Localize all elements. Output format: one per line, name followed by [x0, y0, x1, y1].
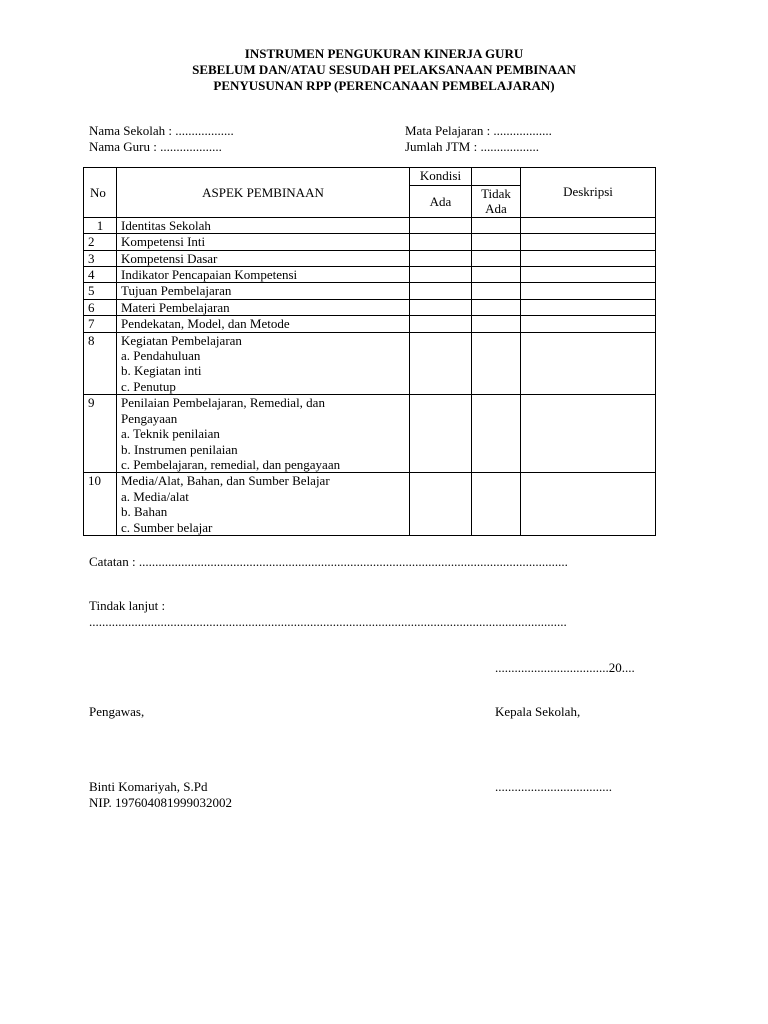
row-number: 2	[84, 234, 117, 250]
aspek-title: Kompetensi Inti	[121, 234, 206, 250]
date-line: ...................................20....	[495, 660, 635, 675]
cell-tidak-ada	[472, 395, 521, 473]
cell-ada	[410, 299, 472, 315]
cell-ada	[410, 267, 472, 283]
pengawas-label: Pengawas,	[89, 704, 145, 719]
aspek-subitem: a. Pendahuluan	[121, 348, 201, 364]
cell-deskripsi	[521, 473, 656, 536]
table-row	[84, 316, 656, 332]
aspek-subitem: c. Sumber belajar	[121, 519, 213, 535]
row-number: 7	[84, 316, 117, 332]
cell-ada	[410, 316, 472, 332]
title-line-3: PENYUSUNAN RPP (PERENCANAAN PEMBELAJARAN)	[213, 78, 555, 93]
header-tidak-text: Tidak	[481, 186, 511, 201]
title-line-1: INSTRUMEN PENGUKURAN KINERJA GURU	[244, 46, 524, 61]
row-aspek	[117, 299, 410, 315]
title-line-2: SEBELUM DAN/ATAU SESUDAH PELAKSANAAN PEMBINAAN	[192, 62, 576, 77]
cell-ada	[410, 234, 472, 250]
header-kondisi: Kondisi	[410, 168, 472, 186]
pengawas-name: Binti Komariyah, S.Pd	[89, 779, 208, 794]
row-number: 3	[84, 250, 117, 266]
cell-deskripsi	[521, 234, 656, 250]
mata-pelajaran-field: Mata Pelajaran : ..................	[405, 123, 552, 138]
pengawas-nip: NIP. 197604081999032002	[89, 795, 233, 810]
cell-deskripsi	[521, 217, 656, 233]
cell-ada	[410, 217, 472, 233]
cell-tidak-ada	[472, 234, 521, 250]
header-deskripsi: Deskripsi	[521, 168, 656, 218]
aspek-subitem: c. Penutup	[121, 378, 176, 394]
aspek-title: Indikator Pencapaian Kompetensi	[121, 267, 298, 283]
cell-tidak-ada	[472, 283, 521, 299]
row-number: 9	[84, 395, 117, 473]
header-aspek: ASPEK PEMBINAAN	[117, 168, 410, 218]
cell-deskripsi	[521, 316, 656, 332]
row-number: 10	[84, 473, 117, 536]
aspek-subitem: Pengayaan	[121, 410, 178, 426]
table-row	[84, 250, 656, 266]
cell-ada	[410, 395, 472, 473]
tindak-lanjut-dots: ...................................................................................................................................................	[89, 614, 567, 629]
header-kondisi-blank	[472, 168, 521, 186]
nama-guru-field: Nama Guru : ...................	[89, 139, 222, 154]
jumlah-jtm-field: Jumlah JTM : ..................	[405, 139, 539, 154]
row-aspek	[117, 283, 410, 299]
row-aspek	[117, 473, 410, 536]
row-number: 1	[84, 217, 117, 233]
cell-deskripsi	[521, 283, 656, 299]
cell-deskripsi	[521, 250, 656, 266]
cell-ada	[410, 332, 472, 395]
aspek-subitem: c. Pembelajaran, remedial, dan pengayaan	[121, 456, 341, 472]
kepala-sekolah-name: ....................................	[495, 779, 612, 794]
header-no: No	[84, 168, 117, 218]
aspek-title: Materi Pembelajaran	[121, 299, 230, 315]
row-aspek	[117, 234, 410, 250]
tindak-lanjut-label: Tindak lanjut :	[89, 598, 166, 613]
kepala-sekolah-label: Kepala Sekolah,	[495, 704, 581, 719]
table-row	[84, 234, 656, 250]
header-tidak-ada-text: Ada	[485, 201, 507, 217]
table-row	[84, 473, 656, 536]
cell-tidak-ada	[472, 299, 521, 315]
table-body	[84, 217, 656, 535]
table-row	[84, 332, 656, 395]
aspek-subitem: b. Instrumen penilaian	[121, 441, 238, 457]
aspek-subitem: b. Bahan	[121, 504, 168, 520]
cell-deskripsi	[521, 395, 656, 473]
aspek-title: Kegiatan Pembelajaran	[121, 332, 242, 348]
cell-tidak-ada	[472, 332, 521, 395]
row-aspek	[117, 332, 410, 395]
row-aspek	[117, 267, 410, 283]
aspek-subitem: a. Teknik penilaian	[121, 426, 220, 442]
row-number: 6	[84, 299, 117, 315]
header-ada: Ada	[410, 186, 472, 218]
cell-ada	[410, 250, 472, 266]
table-row	[84, 299, 656, 315]
row-number: 5	[84, 283, 117, 299]
row-aspek	[117, 217, 410, 233]
cell-tidak-ada	[472, 316, 521, 332]
cell-ada	[410, 473, 472, 536]
aspek-title: Pendekatan, Model, dan Metode	[121, 316, 290, 332]
aspek-title: Tujuan Pembelajaran	[121, 283, 232, 299]
aspek-subitem: b. Kegiatan inti	[121, 363, 202, 379]
catatan-line: Catatan : ....................................................................................................................................	[89, 554, 568, 569]
cell-tidak-ada	[472, 473, 521, 536]
cell-tidak-ada	[472, 267, 521, 283]
cell-deskripsi	[521, 299, 656, 315]
row-aspek	[117, 250, 410, 266]
aspek-title: Penilaian Pembelajaran, Remedial, dan	[121, 395, 325, 411]
cell-tidak-ada	[472, 250, 521, 266]
cell-deskripsi	[521, 332, 656, 395]
aspek-title: Kompetensi Dasar	[121, 250, 218, 266]
assessment-table	[83, 167, 656, 536]
cell-ada	[410, 283, 472, 299]
cell-tidak-ada	[472, 217, 521, 233]
row-aspek	[117, 316, 410, 332]
table-row	[84, 217, 656, 233]
row-number: 4	[84, 267, 117, 283]
header-tidak-ada	[472, 186, 521, 218]
nama-sekolah-field: Nama Sekolah : ..................	[89, 123, 234, 138]
row-aspek	[117, 395, 410, 473]
aspek-subitem: a. Media/alat	[121, 488, 189, 504]
row-number: 8	[84, 332, 117, 395]
table-row	[84, 267, 656, 283]
table-row	[84, 283, 656, 299]
cell-deskripsi	[521, 267, 656, 283]
aspek-title: Media/Alat, Bahan, dan Sumber Belajar	[121, 473, 330, 489]
table-row	[84, 395, 656, 473]
aspek-title: Identitas Sekolah	[121, 217, 211, 233]
